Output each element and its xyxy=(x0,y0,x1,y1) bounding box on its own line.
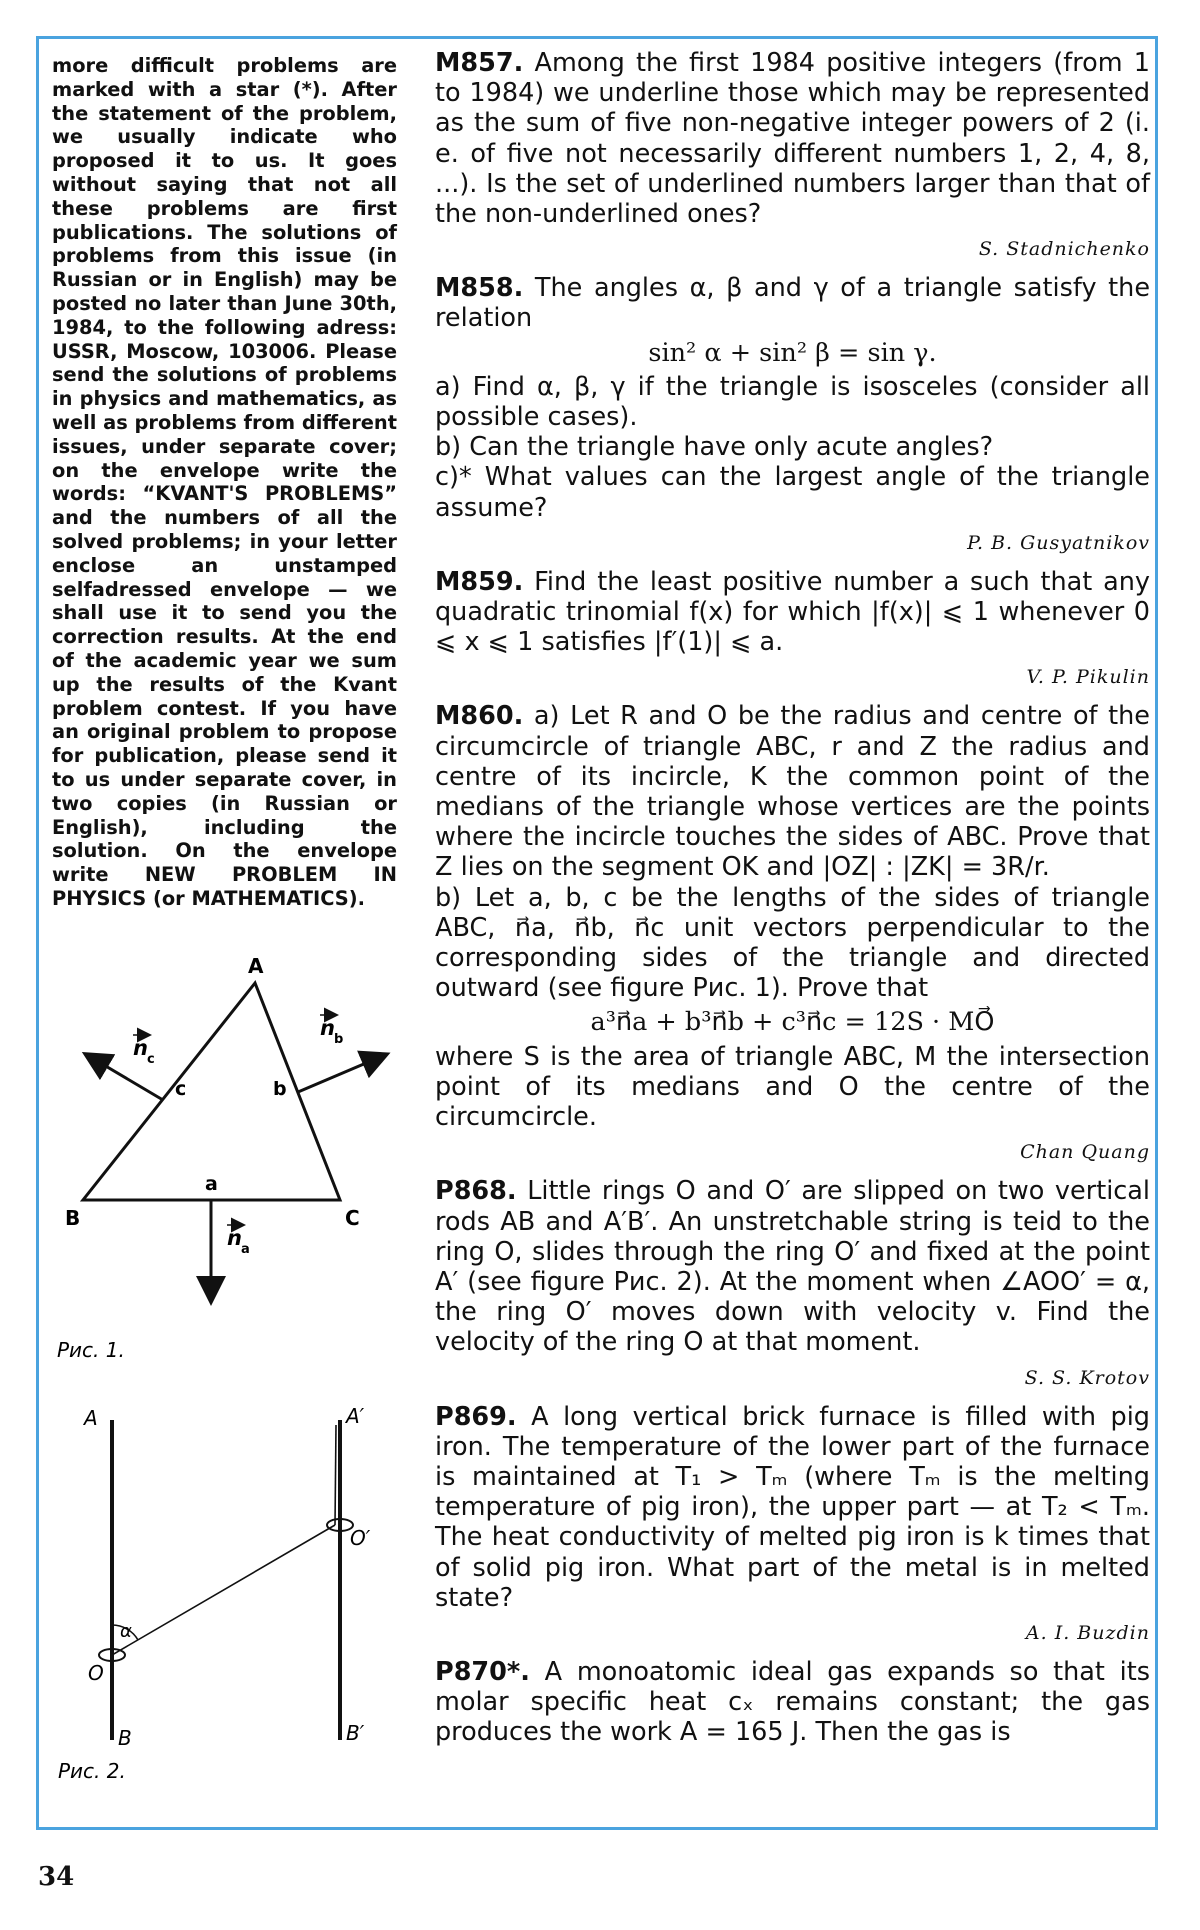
problem-statement: Among the first 1984 positive integers (from 1 to 1984) we underline those which may be represented as the sum of five non-negative integer powers of 2 (i. e. of five not necessarily different numbers 1, 2, 4, 8, ...). Is the set of underlined numbers larger than that of the non-underlined ones? xyxy=(435,48,1150,230)
problem-text xyxy=(435,567,1150,658)
problem-m857 xyxy=(435,48,1150,263)
problem-author: V. P. Pikulin xyxy=(1026,666,1150,689)
problem-id: P868. xyxy=(435,1176,517,1207)
vertex-a-label: A xyxy=(248,955,264,978)
vertex-b-label: B xyxy=(65,1206,81,1230)
problem-part: b) Can the triangle have only acute angles? xyxy=(435,432,994,463)
problem-statement: Find the least positive number a such that any quadratic trinomial f(x) for which |f(x)| ⩽ 1 whenever 0 ⩽ x ⩽ 1 satisfies |f′(1)| ⩽ a. xyxy=(435,566,1150,658)
problem-statement: The angles α, β and γ of a triangle satisfy the relation xyxy=(435,273,1151,334)
svg-text:n: n xyxy=(227,1226,242,1250)
vector-nb xyxy=(298,1055,385,1092)
problems-column xyxy=(435,48,1150,1756)
problem-id: M857. xyxy=(435,48,524,78)
svg-text:n: n xyxy=(133,1036,148,1060)
problem-statement: A monoatomic ideal gas expands so that its molar specific heat cₓ remains constant; the gas produces the work A = 165 J. Then the gas is xyxy=(435,1656,1151,1748)
rod-a2-label: A′ xyxy=(346,1404,365,1428)
problem-author: S. S. Krotov xyxy=(1024,1366,1150,1389)
problem-m860 xyxy=(435,701,1150,1166)
problem-statement: Little rings O and O′ are slipped on two vertical rods AB and A′B′. An unstretchable string is teid to the ring O, slides through the ring O′ and fixed at the point A′ (see figure Рис. 2). At the moment when ∠AOO′ = α, the ring O′ moves down with velocity v. Find the velocity of the ring O at that moment. xyxy=(435,1176,1151,1358)
svg-text:b: b xyxy=(334,1032,344,1047)
problem-part: where S is the area of triangle ABC, M the intersection point of its medians and O the centre of the circumcircle. xyxy=(435,1041,1150,1133)
problem-text xyxy=(435,701,1150,882)
problem-author: S. Stadnichenko xyxy=(978,238,1150,261)
svg-text:c: c xyxy=(147,1052,155,1067)
problem-text xyxy=(435,1657,1150,1748)
problem-statement: b) Let a, b, c be the lengths of the sides of triangle ABC, n⃗a, n⃗b, n⃗c unit vectors perpendicular to the corresponding sides of the triangle and directed outward (see figure Рис. 1). Prove that xyxy=(435,882,1150,1004)
problem-author: A. I. Buzdin xyxy=(1025,1621,1150,1644)
formula: sin² α + sin² β = sin γ. xyxy=(648,337,937,368)
problem-author: Chan Quang xyxy=(1020,1141,1150,1164)
rod-b-label: B xyxy=(118,1726,132,1750)
ring-o-label: O xyxy=(88,1661,104,1685)
na-label xyxy=(227,1225,250,1257)
problem-author: P. B. Gusyatnikov xyxy=(967,531,1150,554)
string xyxy=(112,1525,335,1655)
string-to-a2 xyxy=(335,1425,336,1525)
problem-text xyxy=(435,1402,1150,1613)
figure-1-caption: Рис. 1. xyxy=(57,1338,125,1362)
page-number: 34 xyxy=(38,1862,75,1892)
problem-p868 xyxy=(435,1176,1150,1391)
side-b-label: b xyxy=(273,1078,287,1100)
problem-m858 xyxy=(435,273,1150,557)
problem-statement: A long vertical brick furnace is filled with pig iron. The temperature of the lower part of the furnace is maintained at T₁ > Tₘ (where Tₘ is the melting temperature of pig iron), the upper part — at T₂ < Tₘ. The heat conductivity of melted pig iron is k times that of solid pig iron. What part of the metal is in melted state? xyxy=(435,1401,1150,1613)
problem-id: P870*. xyxy=(435,1656,530,1687)
formula: a³n⃗a + b³n⃗b + c³n⃗c = 12S · MO⃗ xyxy=(590,1007,995,1038)
figure-2-caption: Рис. 2. xyxy=(58,1759,126,1783)
problem-part: c)* What values can the largest angle of the triangle assume? xyxy=(435,462,1150,523)
problem-m859 xyxy=(435,567,1150,692)
problem-id: P869. xyxy=(435,1401,517,1432)
rod-a-label: A xyxy=(84,1406,98,1430)
ring-o2-label: O′ xyxy=(350,1526,371,1550)
problem-text xyxy=(435,883,1150,1004)
problem-id: M860. xyxy=(435,701,524,732)
svg-text:n: n xyxy=(320,1016,335,1040)
svg-text:a: a xyxy=(241,1242,250,1257)
side-a-label: a xyxy=(205,1173,218,1195)
problem-text xyxy=(435,273,1150,333)
problem-text xyxy=(435,1176,1150,1357)
problem-part: a) Find α, β, γ if the triangle is isosceles (consider all possible cases). xyxy=(435,371,1150,433)
problem-id: M858. xyxy=(435,273,524,304)
figure-2 xyxy=(50,1395,400,1785)
problem-statement: a) Let R and O be the radius and centre of the circumcircle of triangle ABC, r and Z the radius and centre of its incircle, K the common point of the medians of the triangle whose vertices are the points where the incircle touches the sides of ABC. Prove that Z lies on the segment OK and |OZ| : |ZK| = 3R/r. xyxy=(435,701,1150,883)
submission-instructions: more difficult problems are marked with a star (*). After the statement of the problem, we usually indicate who proposed it to us. It goes without saying that not all these problems are first publications. The solutions of problems from this issue (in Russian or in English) may be posted no later than June 30th, 1984, to the following adress: USSR, Moscow, 103006. Please send the solutions of problems in physics and mathematics, as well as problems from different issues, under separate cover; on the envelope write the words: “KVANT'S PROBLEMS” and the numbers of all the solved problems; in your letter enclose an unstamped selfadressed envelope — we shall use it to send you the correction results. At the end of the academic year we sum up the results of the Kvant problem contest. If you have an original problem to propose for publication, please send it to us under separate cover, in two copies (in Russian or English), including the solution. On the envelope write NEW PROBLEM IN PHYSICS (or MATHEMATICS). xyxy=(52,54,397,910)
vertex-c-label: C xyxy=(345,1206,360,1230)
nb-label xyxy=(320,1015,343,1047)
problem-p869 xyxy=(435,1402,1150,1647)
problem-p870 xyxy=(435,1657,1150,1748)
rod-b2-label: B′ xyxy=(346,1721,365,1745)
figure-1 xyxy=(55,955,415,1365)
problem-id: M859. xyxy=(435,566,524,597)
nc-label xyxy=(133,1035,155,1067)
problem-text xyxy=(435,48,1150,229)
side-c-label: c xyxy=(175,1078,187,1100)
alpha-label: α xyxy=(120,1621,132,1642)
